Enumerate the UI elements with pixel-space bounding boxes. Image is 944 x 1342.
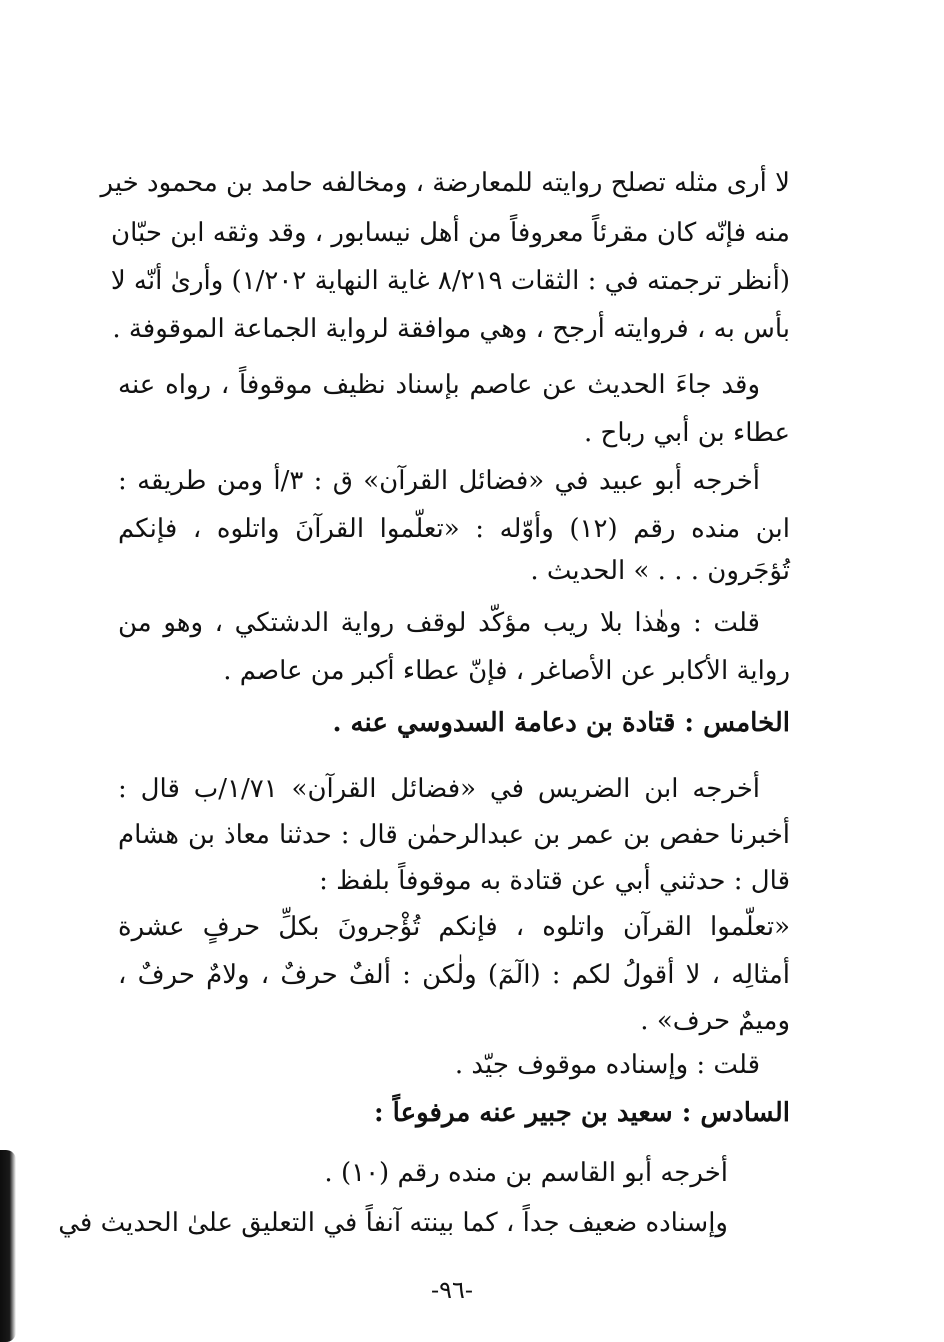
section-heading-fifth: الخامس : قتادة بن دعامة السدوسي عنه . <box>332 708 790 738</box>
text-line: تُؤجَرون . . . » الحديث . <box>530 556 790 586</box>
text-line: أخرجه ابن الضريس في «فضائل القرآن» ١/٧١/ب قال : <box>118 774 760 804</box>
text-line: قلت : وإسناده موقوف جيّد . <box>454 1050 760 1080</box>
text-line: وقد جاءَ الحديث عن عاصم بإسناد نظيف موقوفاً ، رواه عنه <box>118 370 760 400</box>
text-line: لا أرى مثله تصلح روايته للمعارضة ، ومخالفه حامد بن محمود خير <box>100 168 790 198</box>
text-line: عطاء بن أبي رباح . <box>584 418 790 448</box>
text-line: (أنظر ترجمته في : الثقات ٨/٢١٩ غاية النهاية ١/٢٠٢) وأرىٰ أنّه لا <box>110 266 790 296</box>
text-line: «تعلّموا القرآن واتلوه ، فإنكم تُؤْجرونَ بكلِّ حرفٍ عشرة <box>118 912 790 942</box>
page-edge-shadow <box>0 1150 16 1342</box>
text-line: وإسناده ضعيف جداً ، كما بينته آنفاً في التعليق علىٰ الحديث في <box>58 1208 728 1238</box>
text-line: أخبرنا حفص بن عمر بن عبدالرحمٰن قال : حدثنا معاذ بن هشام <box>118 820 790 850</box>
text-line: بأس به ، فروايته أرجح ، وهي موافقة لرواية الجماعة الموقوفة . <box>112 314 790 344</box>
text-line: رواية الأكابر عن الأصاغر ، فإنّ عطاء أكبر من عاصم . <box>223 656 790 686</box>
text-line: قال : حدثني أبي عن قتادة به موقوفاً بلفظ : <box>319 866 790 896</box>
page-number: -٩٦- <box>431 1276 473 1304</box>
text-line: ابن منده رقم (١٢) وأوّله : «تعلّموا القرآنَ واتلوه ، فإنكم <box>118 514 790 544</box>
text-line: قلت : وهٰذا بلا ريب مؤكّد لوقف رواية الدشتكي ، وهو من <box>118 608 760 638</box>
section-heading-sixth: السادس : سعيد بن جبير عنه مرفوعاً : <box>374 1098 790 1128</box>
text-line: أخرجه أبو عبيد في «فضائل القرآن» ق : ٣/أ ومن طريقه : <box>118 466 760 496</box>
text-line: منه فإنّه كان مقرئاً معروفاً من أهل نيسابور ، وقد وثقه ابن حبّان <box>111 218 790 248</box>
text-line: وميمٌ حرف» . <box>640 1006 790 1036</box>
text-line: أخرجه أبو القاسم بن منده رقم (١٠) . <box>324 1158 728 1188</box>
text-line: أمثالِه ، لا أقولُ لكم : (الٓمٓ) ولٰكن : ألفٌ حرفٌ ، ولامٌ حرفٌ ، <box>118 960 790 990</box>
